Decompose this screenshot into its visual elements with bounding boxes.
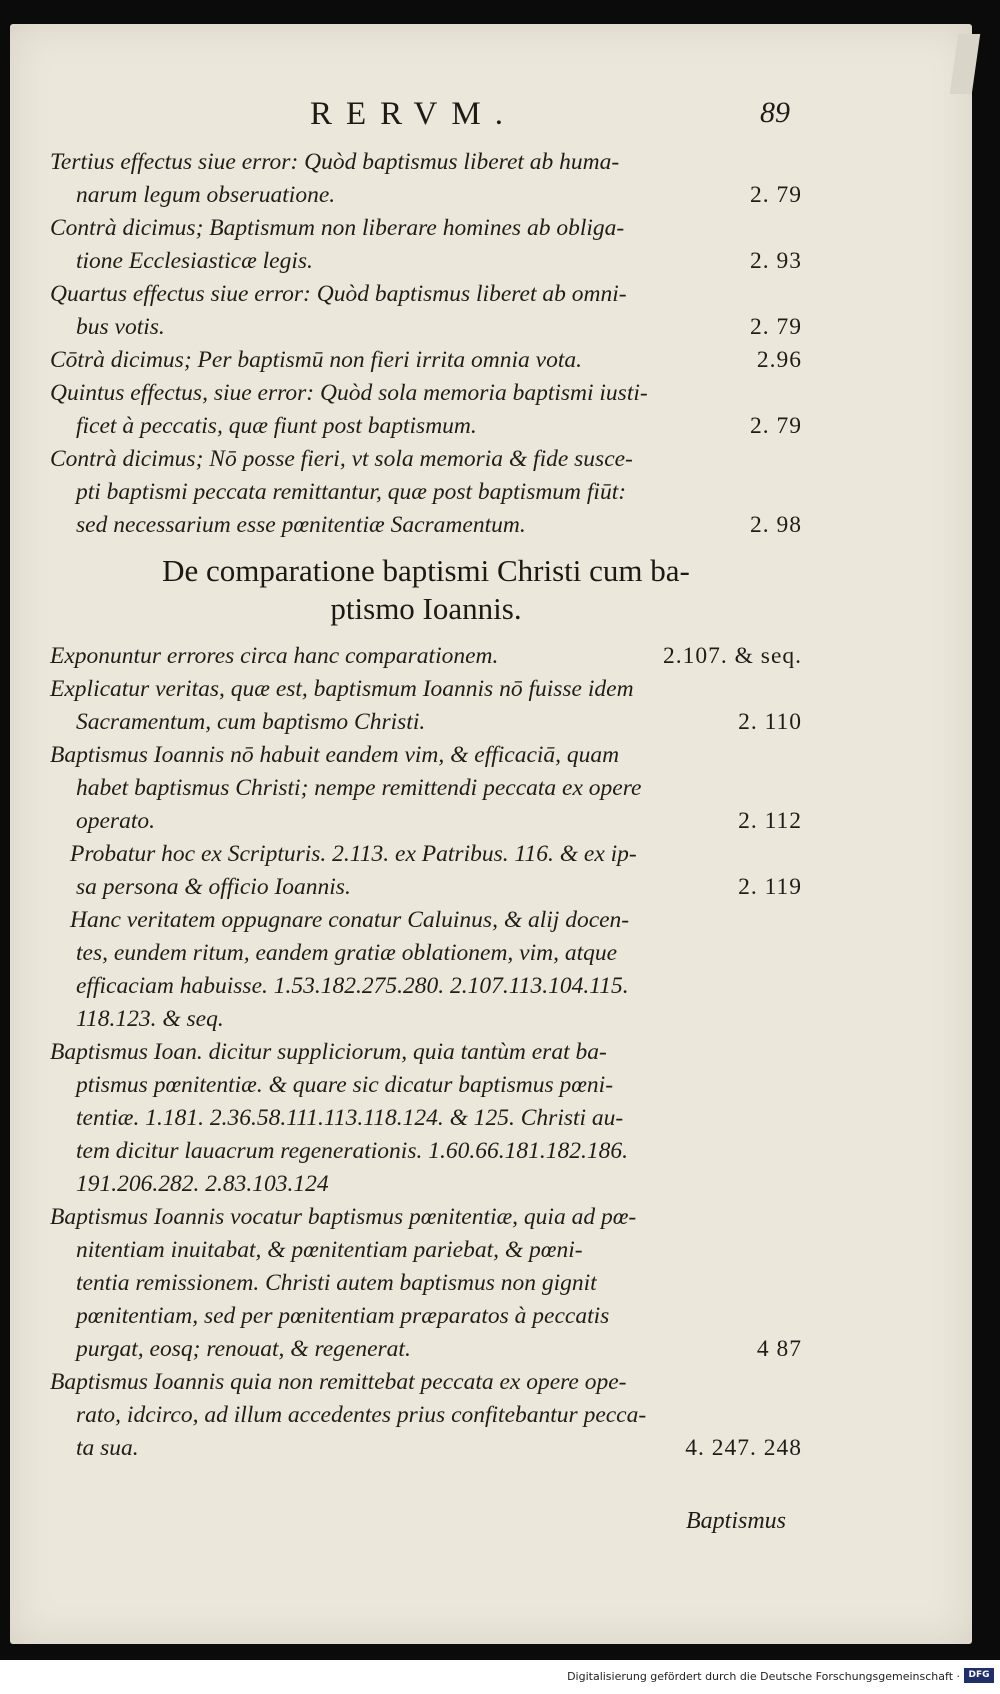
section-heading <box>50 552 802 628</box>
page-reference: 2. 98 <box>750 512 802 538</box>
index-entry <box>50 146 802 212</box>
entry-line: Tertius effectus siue error: Quòd baptismus liberet ab huma- <box>50 149 620 175</box>
entry-line: 191.206.282. 2.83.103.124 <box>76 1171 329 1197</box>
page-reference: 4. 247. 248 <box>685 1435 802 1461</box>
entry-line: Hanc veritatem oppugnare conatur Caluinus, & alij docen- <box>70 907 630 933</box>
page-reference: 4 87 <box>756 1336 802 1362</box>
page-reference: 2.107. & seq. <box>663 643 802 669</box>
entry-line: sed necessarium esse pœnitentiæ Sacramentum. 2. 98 <box>50 509 802 542</box>
entry-line: bus votis. 2. 79 <box>50 311 802 344</box>
page-reference: 2. 79 <box>750 182 802 208</box>
entry-line: pti baptismi peccata remittantur, quæ post baptismum fiūt: <box>76 479 627 505</box>
footer-bar <box>0 1660 1000 1694</box>
page-reference: 2. 112 <box>738 808 802 834</box>
entry-line: tione Ecclesiasticæ legis. 2. 93 <box>50 245 802 278</box>
dfg-logo-icon: DFG <box>964 1668 994 1683</box>
entry-line: tentia remissionem. Christi autem baptismus non gignit <box>76 1270 597 1296</box>
entry-line: Contrà dicimus; Baptismum non liberare homines ab obliga- <box>50 215 625 241</box>
entry-line: habet baptismus Christi; nempe remittendi peccata ex opere <box>76 775 642 801</box>
page-number: 89 <box>760 96 790 129</box>
index-entry <box>50 838 802 904</box>
entry-line: Quartus effectus siue error: Quòd baptismus liberet ab omni- <box>50 281 627 307</box>
index-entry <box>50 212 802 278</box>
index-entry <box>50 640 802 673</box>
section-heading-line: De comparatione baptismi Christi cum ba- <box>162 553 690 588</box>
entry-line: operato. 2. 112 <box>50 805 802 838</box>
entry-line: tes, eundem ritum, eandem gratiæ oblationem, vim, atque <box>76 940 618 966</box>
entry-line: Cōtrà dicimus; Per baptismū non fieri irrita omnia vota. 2.96 <box>50 344 802 377</box>
entry-line: tentiæ. 1.181. 2.36.58.111.113.118.124. & 125. Christi au- <box>76 1105 624 1131</box>
entry-line: nitentiam inuitabat, & pœnitentiam pariebat, & pœni- <box>76 1237 583 1263</box>
entry-line: Contrà dicimus; Nō posse fieri, vt sola memoria & fide susce- <box>50 446 633 472</box>
page-header <box>10 76 972 136</box>
index-entry <box>50 1366 802 1465</box>
index-entry <box>50 1036 802 1201</box>
entry-line: ptismus pœnitentiæ. & quare sic dicatur baptismus pœni- <box>76 1072 614 1098</box>
entry-group-comparison <box>50 640 802 1465</box>
page-reference: 2.96 <box>756 347 802 373</box>
entry-line: Exponuntur errores circa hanc comparationem. 2.107. & seq. <box>50 640 802 673</box>
page-reference: 2. 119 <box>738 874 802 900</box>
index-entry <box>50 1201 802 1366</box>
entry-line: rato, idcirco, ad illum accedentes prius confitebantur pecca- <box>76 1402 647 1428</box>
book-page <box>10 24 972 1644</box>
entry-line: pœnitentiam, sed per pœnitentiam præparatos à peccatis <box>76 1303 610 1329</box>
entry-line: Baptismus Ioannis vocatur baptismus pœnitentiæ, quia ad pœ- <box>50 1204 637 1230</box>
running-head: RERVM. <box>310 96 517 132</box>
page-reference: 2. 93 <box>750 248 802 274</box>
index-entry <box>50 377 802 443</box>
index-entry <box>50 443 802 542</box>
index-entry <box>50 673 802 739</box>
index-entry <box>50 278 802 344</box>
entry-line: 118.123. & seq. <box>76 1006 224 1032</box>
index-entry <box>50 904 802 1036</box>
page-reference: 2. 79 <box>750 413 802 439</box>
page-reference: 2. 79 <box>750 314 802 340</box>
page-reference: 2. 110 <box>738 709 802 735</box>
funding-credit: Digitalisierung gefördert durch die Deutsche Forschungsgemeinschaft · <box>567 1670 960 1683</box>
entry-line: ficet à peccatis, quæ fiunt post baptismum. 2. 79 <box>50 410 802 443</box>
entry-group-errors <box>50 146 802 542</box>
section-heading-line: ptismo Ioannis. <box>330 591 522 626</box>
entry-line: Baptismus Ioan. dicitur suppliciorum, quia tantùm erat ba- <box>50 1039 607 1065</box>
entry-line: narum legum obseruatione. 2. 79 <box>50 179 802 212</box>
entry-line: ta sua. 4. 247. 248 <box>50 1432 802 1465</box>
index-entry <box>50 344 802 377</box>
entry-line: efficaciam habuisse. 1.53.182.275.280. 2.107.113.104.115. <box>76 973 629 999</box>
entry-line: sa persona & officio Ioannis. 2. 119 <box>50 871 802 904</box>
entry-line: Baptismus Ioannis quia non remittebat peccata ex opere ope- <box>50 1369 627 1395</box>
entry-line: Probatur hoc ex Scripturis. 2.113. ex Patribus. 116. & ex ip- <box>70 841 637 867</box>
entry-line: Baptismus Ioannis nō habuit eandem vim, & efficaciā, quam <box>50 742 620 768</box>
index-entry <box>50 739 802 838</box>
entry-line: tem dicitur lauacrum regenerationis. 1.60.66.181.182.186. <box>76 1138 628 1164</box>
index-body <box>50 146 802 1465</box>
entry-line: purgat, eosq; renouat, & regenerat. 4 87 <box>50 1333 802 1366</box>
catchword: Baptismus <box>686 1508 787 1534</box>
entry-line: Quintus effectus, siue error: Quòd sola memoria baptismi iusti- <box>50 380 648 406</box>
entry-line: Explicatur veritas, quæ est, baptismum Ioannis nō fuisse idem <box>50 676 634 702</box>
entry-line: Sacramentum, cum baptismo Christi. 2. 110 <box>50 706 802 739</box>
